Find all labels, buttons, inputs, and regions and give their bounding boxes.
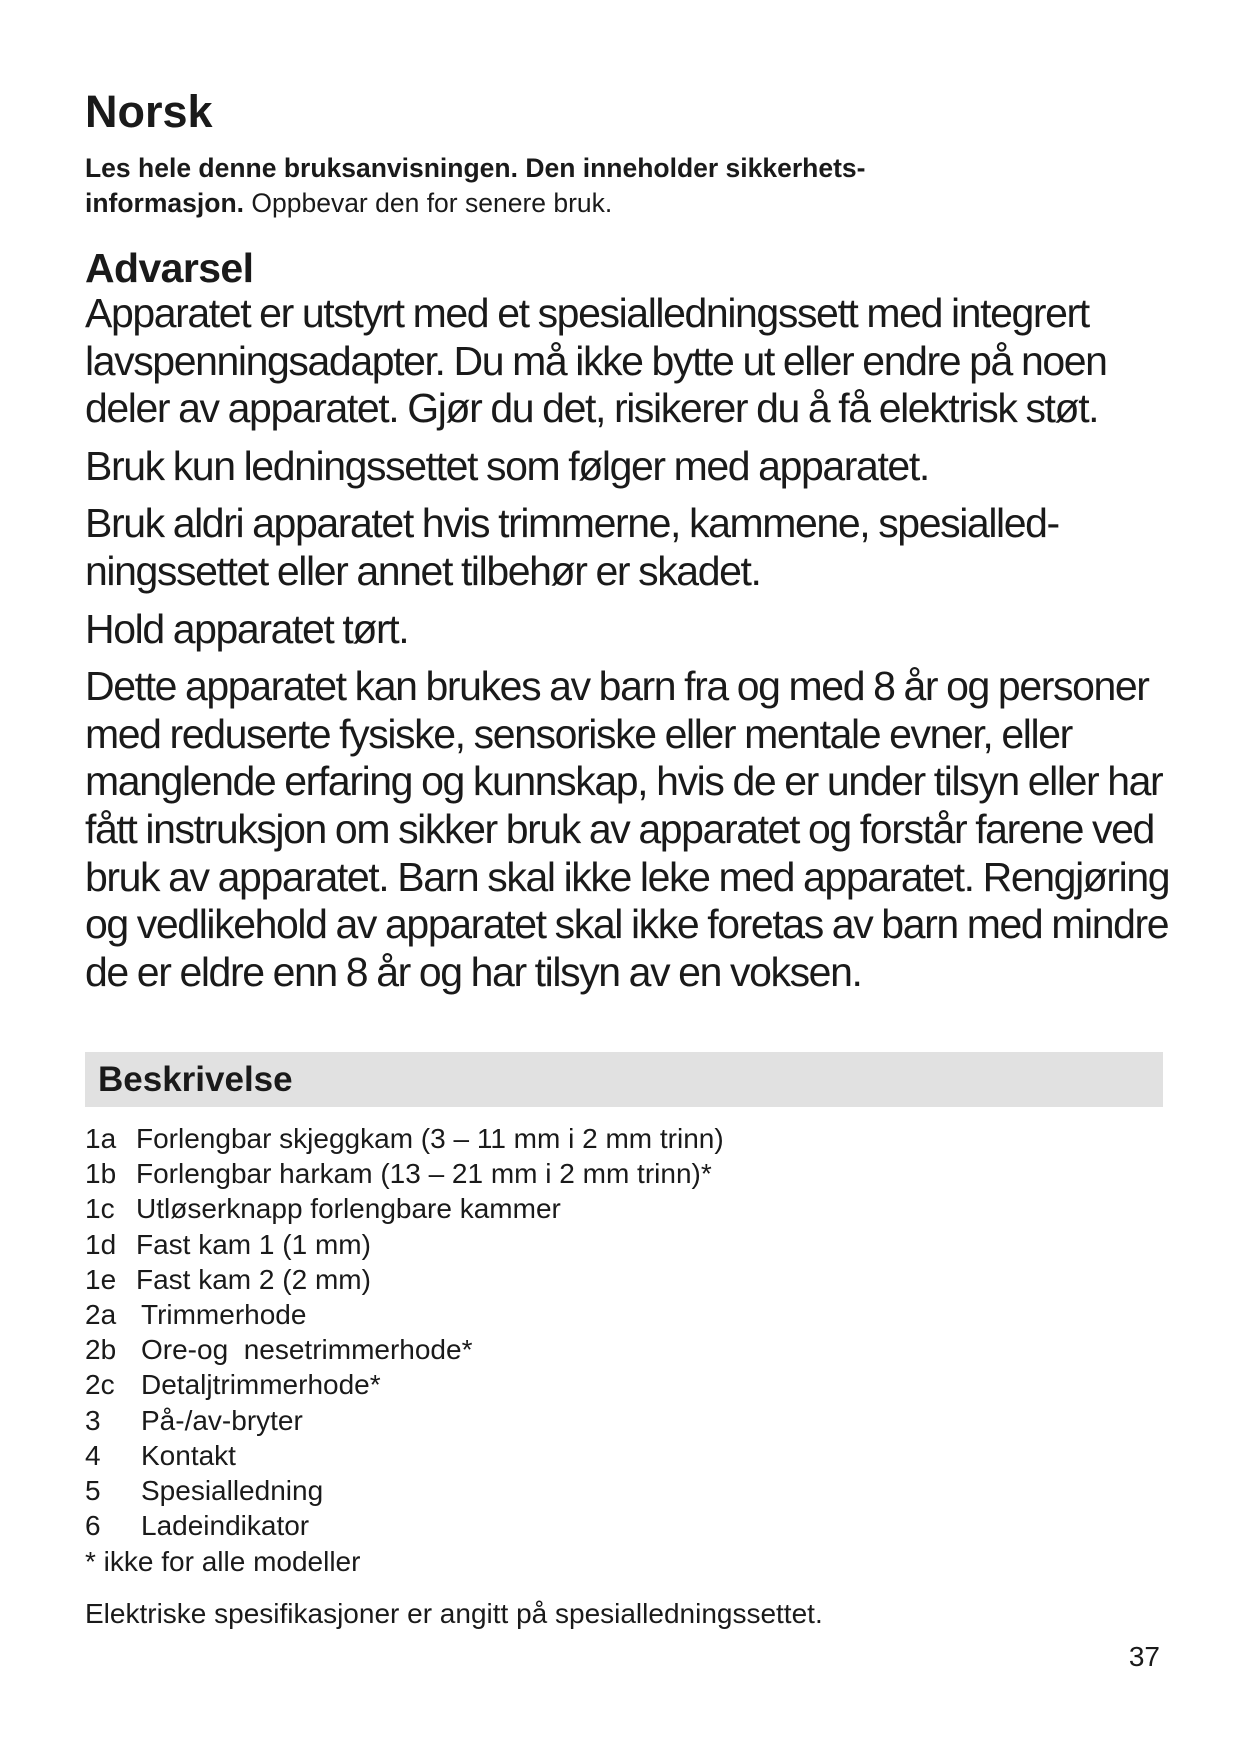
warning-paragraph: Hold apparatet tørt. <box>85 605 409 652</box>
intro-text <box>85 151 1085 221</box>
item-text: Fast kam 2 (2 mm) <box>136 1263 371 1295</box>
spec-note: Elektriske spesifikasjoner er angitt på spesialledningssettet. <box>85 1598 823 1629</box>
list-item <box>85 1473 724 1508</box>
item-number: 2b <box>85 1334 117 1366</box>
list-item <box>85 1297 724 1332</box>
list-item <box>85 1156 724 1191</box>
item-number: 1e <box>85 1263 117 1295</box>
item-number: 2a <box>85 1299 117 1331</box>
warning-paragraph: Bruk kun ledningssettet som følger med apparatet. <box>85 442 929 489</box>
item-text: Forlengbar harkam (13 – 21 mm i 2 mm trinn)* <box>136 1158 712 1190</box>
item-text: Fast kam 1 (1 mm) <box>136 1228 371 1260</box>
list-item <box>85 1403 724 1438</box>
item-number: 1c <box>85 1193 115 1225</box>
description-section-bar <box>85 1052 1163 1107</box>
intro-bold-line1: Les hele denne bruksanvisningen. Den inneholder sikkerhets- <box>85 153 866 183</box>
item-number: 6 <box>85 1510 101 1542</box>
page-number: 37 <box>1128 1641 1160 1672</box>
intro-bold-line2: informasjon. <box>85 188 245 218</box>
list-item <box>85 1438 724 1473</box>
item-text: Detaljtrimmerhode* <box>141 1369 381 1401</box>
footnote: * ikke for alle modeller <box>85 1546 361 1577</box>
item-text: Forlengbar skjeggkam (3 – 11 mm i 2 mm trinn) <box>136 1123 724 1154</box>
item-text: Ladeindikator <box>141 1510 310 1542</box>
item-number: 2c <box>85 1369 115 1401</box>
item-text: Spesialledning <box>141 1475 324 1507</box>
list-item <box>85 1262 724 1297</box>
item-number: 1b <box>85 1158 117 1190</box>
list-item <box>85 1121 724 1156</box>
item-number: 4 <box>85 1439 101 1471</box>
item-text: Kontakt <box>141 1439 236 1471</box>
page-title: Norsk <box>85 86 213 137</box>
item-number: 1a <box>85 1123 117 1154</box>
list-item <box>85 1191 724 1226</box>
item-number: 5 <box>85 1475 101 1507</box>
item-number: 3 <box>85 1404 101 1436</box>
item-text: På-/av-bryter <box>141 1404 303 1436</box>
intro-regular: Oppbevar den for senere bruk. <box>244 188 613 218</box>
warning-paragraph: Dette apparatet kan brukes av barn fra og med 8 år og personer med reduserte fysiske, sensoriske eller mentale evner, eller manglende erfaring og kunnskap, hvis de er under tilsyn eller har fått instruksjon om sikker bruk av apparatet og forstår farene ved bruk av apparatet. Barn skal ikke leke med apparatet. Rengjøring og vedlikehold av apparatet skal ikke foretas av barn med mindre de er eldre enn 8 år og har tilsyn av en voksen. <box>85 663 1170 995</box>
list-item <box>85 1508 724 1543</box>
item-text: Ore-og nesetrimmerhode* <box>141 1334 473 1366</box>
list-item <box>85 1227 724 1262</box>
description-heading: Beskrivelse <box>98 1060 293 1099</box>
warning-heading: Advarsel <box>85 245 254 291</box>
parts-list <box>85 1121 724 1543</box>
item-text: Utløserknapp forlengbare kammer <box>136 1193 561 1225</box>
item-number: 1d <box>85 1228 117 1260</box>
list-item <box>85 1367 724 1402</box>
warning-paragraph: Bruk aldri apparatet hvis trimmerne, kammene, spesialled-ningssettet eller annet tilbehør er skadet. <box>85 500 1059 594</box>
warning-body <box>85 290 1195 1006</box>
item-text: Trimmerhode <box>141 1299 307 1331</box>
warning-paragraph: Apparatet er utstyrt med et spesialledningssett med integrert lavspenningsadapter. Du må ikke bytte ut eller endre på noen deler av apparatet. Gjør du det, risikerer du å få elektrisk støt. <box>85 290 1107 432</box>
list-item <box>85 1332 724 1367</box>
